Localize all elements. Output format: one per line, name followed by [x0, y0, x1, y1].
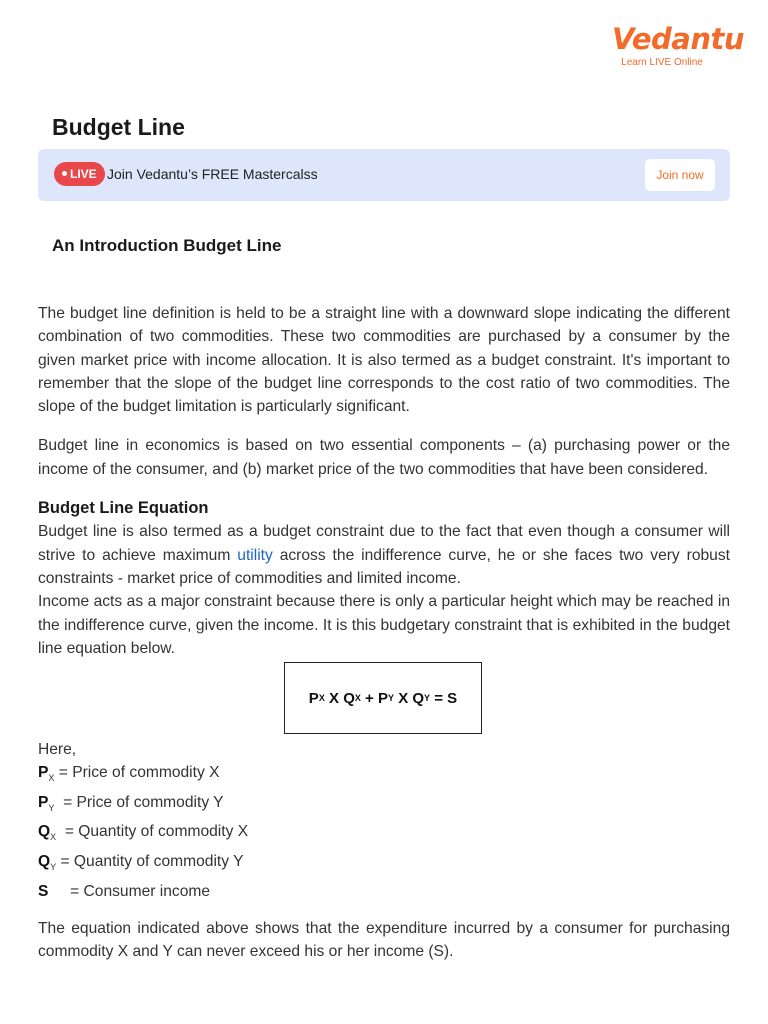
utility-link[interactable]: utility — [237, 546, 273, 564]
masterclass-banner — [38, 149, 730, 201]
definition-item: $P_Y$ = Price of commodity Y — [38, 793, 224, 814]
logo-tagline: Learn LIVE Online — [621, 57, 703, 68]
definition-item: $P_X$ = Price of commodity X — [38, 764, 220, 784]
section-title: An Introduction Budget Line — [52, 236, 282, 255]
eq-plus: + — [365, 689, 374, 707]
eq-s: S — [447, 689, 458, 707]
paragraph-constraint-end: across the indifference curve, he or she faces two very robust constraints - market price of commodities and limited income. — [38, 546, 730, 587]
definition-item: S = Consumer income — [38, 882, 211, 900]
eq-p: P — [308, 689, 319, 707]
banner-text: Join Vedantu’s FREE Mastercalss — [107, 166, 318, 182]
paragraph-components: Budget line in economics is based on two essential components – (a) purchasing power or the income of the consumer, and (b) market price of the two commodities that have been considered. — [38, 437, 730, 478]
eq-p-2: P — [377, 689, 388, 707]
page-title: Budget Line — [52, 114, 185, 140]
logo-wordmark: Vedantu — [612, 22, 744, 56]
join-now-button[interactable]: Join now — [645, 159, 715, 191]
paragraph-conclusion: The equation indicated above shows that the expenditure incurred by a consumer for purchasing commodity X and Y can never exceed his or her income (S). — [38, 920, 730, 961]
eq-equals: = — [434, 689, 443, 707]
live-badge-label: LIVE — [70, 167, 97, 181]
article-body — [38, 302, 730, 964]
live-dot-icon — [62, 171, 67, 176]
paragraph-constraint-start: Budget line is also termed as a budget constraint due to the fact that even though a consumer will strive to achieve maximum — [38, 523, 730, 564]
budget-equation-box — [284, 662, 482, 734]
paragraph-constraint — [38, 520, 730, 590]
equation-heading: Budget Line Equation — [38, 499, 209, 518]
eq-sub-y: Y — [388, 692, 395, 703]
eq-times-1: X — [329, 689, 340, 707]
eq-q-2: Q — [412, 689, 425, 707]
definition-item: $Q_X$ = Quantity of commodity X — [38, 823, 249, 843]
here-label: Here, — [38, 741, 77, 759]
eq-sub-y-2: Y — [424, 692, 431, 703]
live-badge — [54, 162, 105, 186]
definitions-list — [38, 761, 730, 909]
eq-q: Q — [343, 689, 355, 707]
eq-times-2: X — [398, 689, 409, 707]
paragraph-income: Income acts as a major constraint because there is only a particular height which may be reached in the indifference curve, given the income. It is this budgetary constraint that is exhibited in the budget line equation below. — [38, 593, 730, 657]
paragraph-definition: The budget line definition is held to be a straight line with a downward slope indicating the different combination of two commodities. These two commodities are purchased by a consumer by the given market price with income allocation. It is also termed as a budget constraint. It's important to remember that the slope of the budget line corresponds to the cost ratio of two commodities. The slope of the budget limitation is particularly significant. — [38, 305, 730, 416]
eq-sub-x: X — [318, 692, 325, 703]
definition-item: $Q_Y$ = Quantity of commodity Y — [38, 853, 244, 873]
vedantu-logo[interactable] — [612, 22, 744, 69]
eq-sub-x-2: X — [354, 692, 361, 703]
